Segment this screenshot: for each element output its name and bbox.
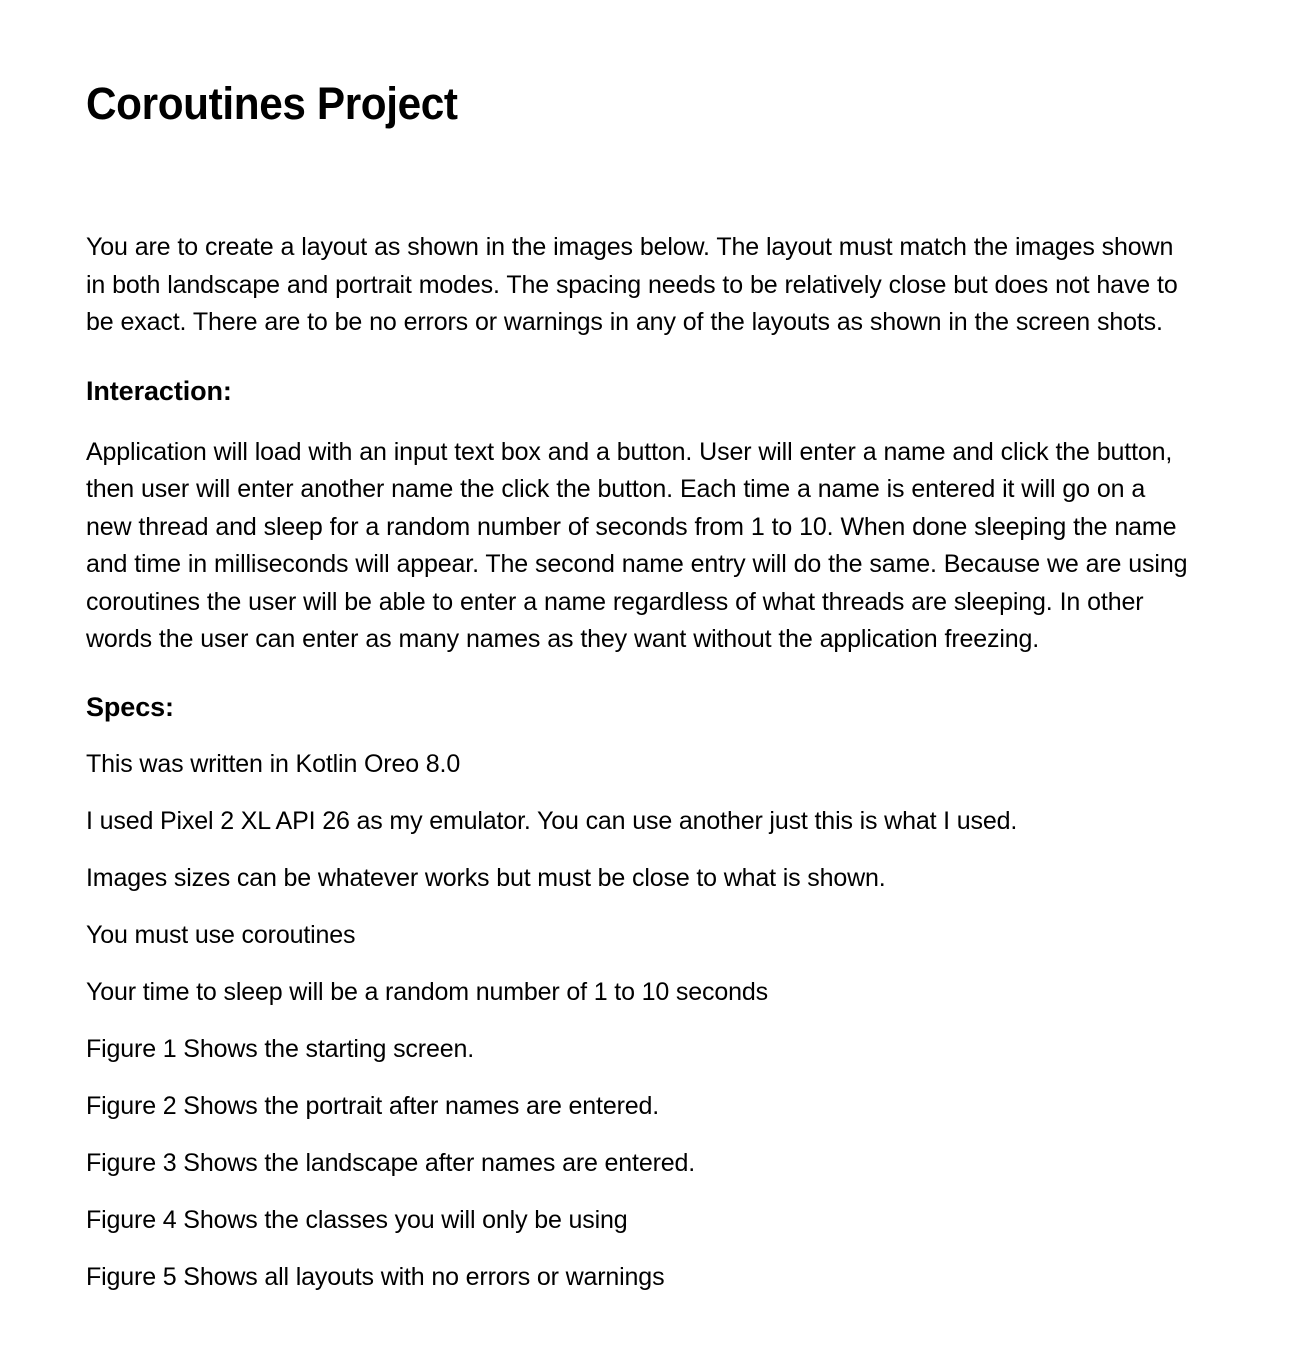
spacer-spec xyxy=(86,1125,1190,1145)
spacer-spec xyxy=(86,1011,1190,1031)
spec-line: Figure 5 Shows all layouts with no errors or warnings xyxy=(86,1262,665,1291)
spacer-after-interaction-heading xyxy=(86,408,1190,434)
spec-line: You must use coroutines xyxy=(86,920,356,949)
spacer-spec xyxy=(86,954,1190,974)
spacer-spec xyxy=(86,1182,1190,1202)
spacer-spec xyxy=(86,840,1190,860)
page-title: Coroutines Project xyxy=(86,78,458,129)
spacer-spec xyxy=(86,783,1190,803)
spacer-after-title xyxy=(86,130,1190,229)
spacer-before-interaction-heading xyxy=(86,342,1190,374)
spec-line: Your time to sleep will be a random number of 1 to 10 seconds xyxy=(86,977,768,1006)
spec-line: I used Pixel 2 XL API 26 as my emulator. You can use another just this is what I used. xyxy=(86,806,1018,835)
interaction-paragraph: Application will load with an input text box and a button. User will enter a name and click the button, then user will enter another name the click the button. Each time a name is entered it will go on a new thread and sleep for a random number of seconds from 1 to 10. When done sleeping the name and time in milliseconds will appear. The second name entry will do the same. Because we are using coroutines the user will be able to enter a name regardless of what threads are sleeping. In other words the user can enter as many names as they want without the application freezing. xyxy=(86,437,1188,653)
spacer-spec xyxy=(86,1068,1190,1088)
spacer-spec xyxy=(86,897,1190,917)
spec-line: Figure 1 Shows the starting screen. xyxy=(86,1034,474,1063)
spec-line: Figure 3 Shows the landscape after names are entered. xyxy=(86,1148,696,1177)
interaction-heading: Interaction: xyxy=(86,375,232,406)
spec-line: Figure 4 Shows the classes you will only be using xyxy=(86,1205,628,1234)
spacer-after-specs-heading xyxy=(86,724,1190,746)
spec-line: This was written in Kotlin Oreo 8.0 xyxy=(86,749,461,778)
spacer-spec xyxy=(86,1239,1190,1259)
intro-paragraph: You are to create a layout as shown in the images below. The layout must match the images shown in both landscape and portrait modes. The spacing needs to be relatively close but does not have to be exact. There are to be no errors or warnings in any of the layouts as shown in the screen shots. xyxy=(86,233,1178,336)
specs-heading: Specs: xyxy=(86,691,174,722)
spec-line: Images sizes can be whatever works but must be close to what is shown. xyxy=(86,863,886,892)
spacer-before-specs-heading xyxy=(86,659,1190,690)
document-content xyxy=(86,0,1190,1296)
spec-line: Figure 2 Shows the portrait after names are entered. xyxy=(86,1091,660,1120)
